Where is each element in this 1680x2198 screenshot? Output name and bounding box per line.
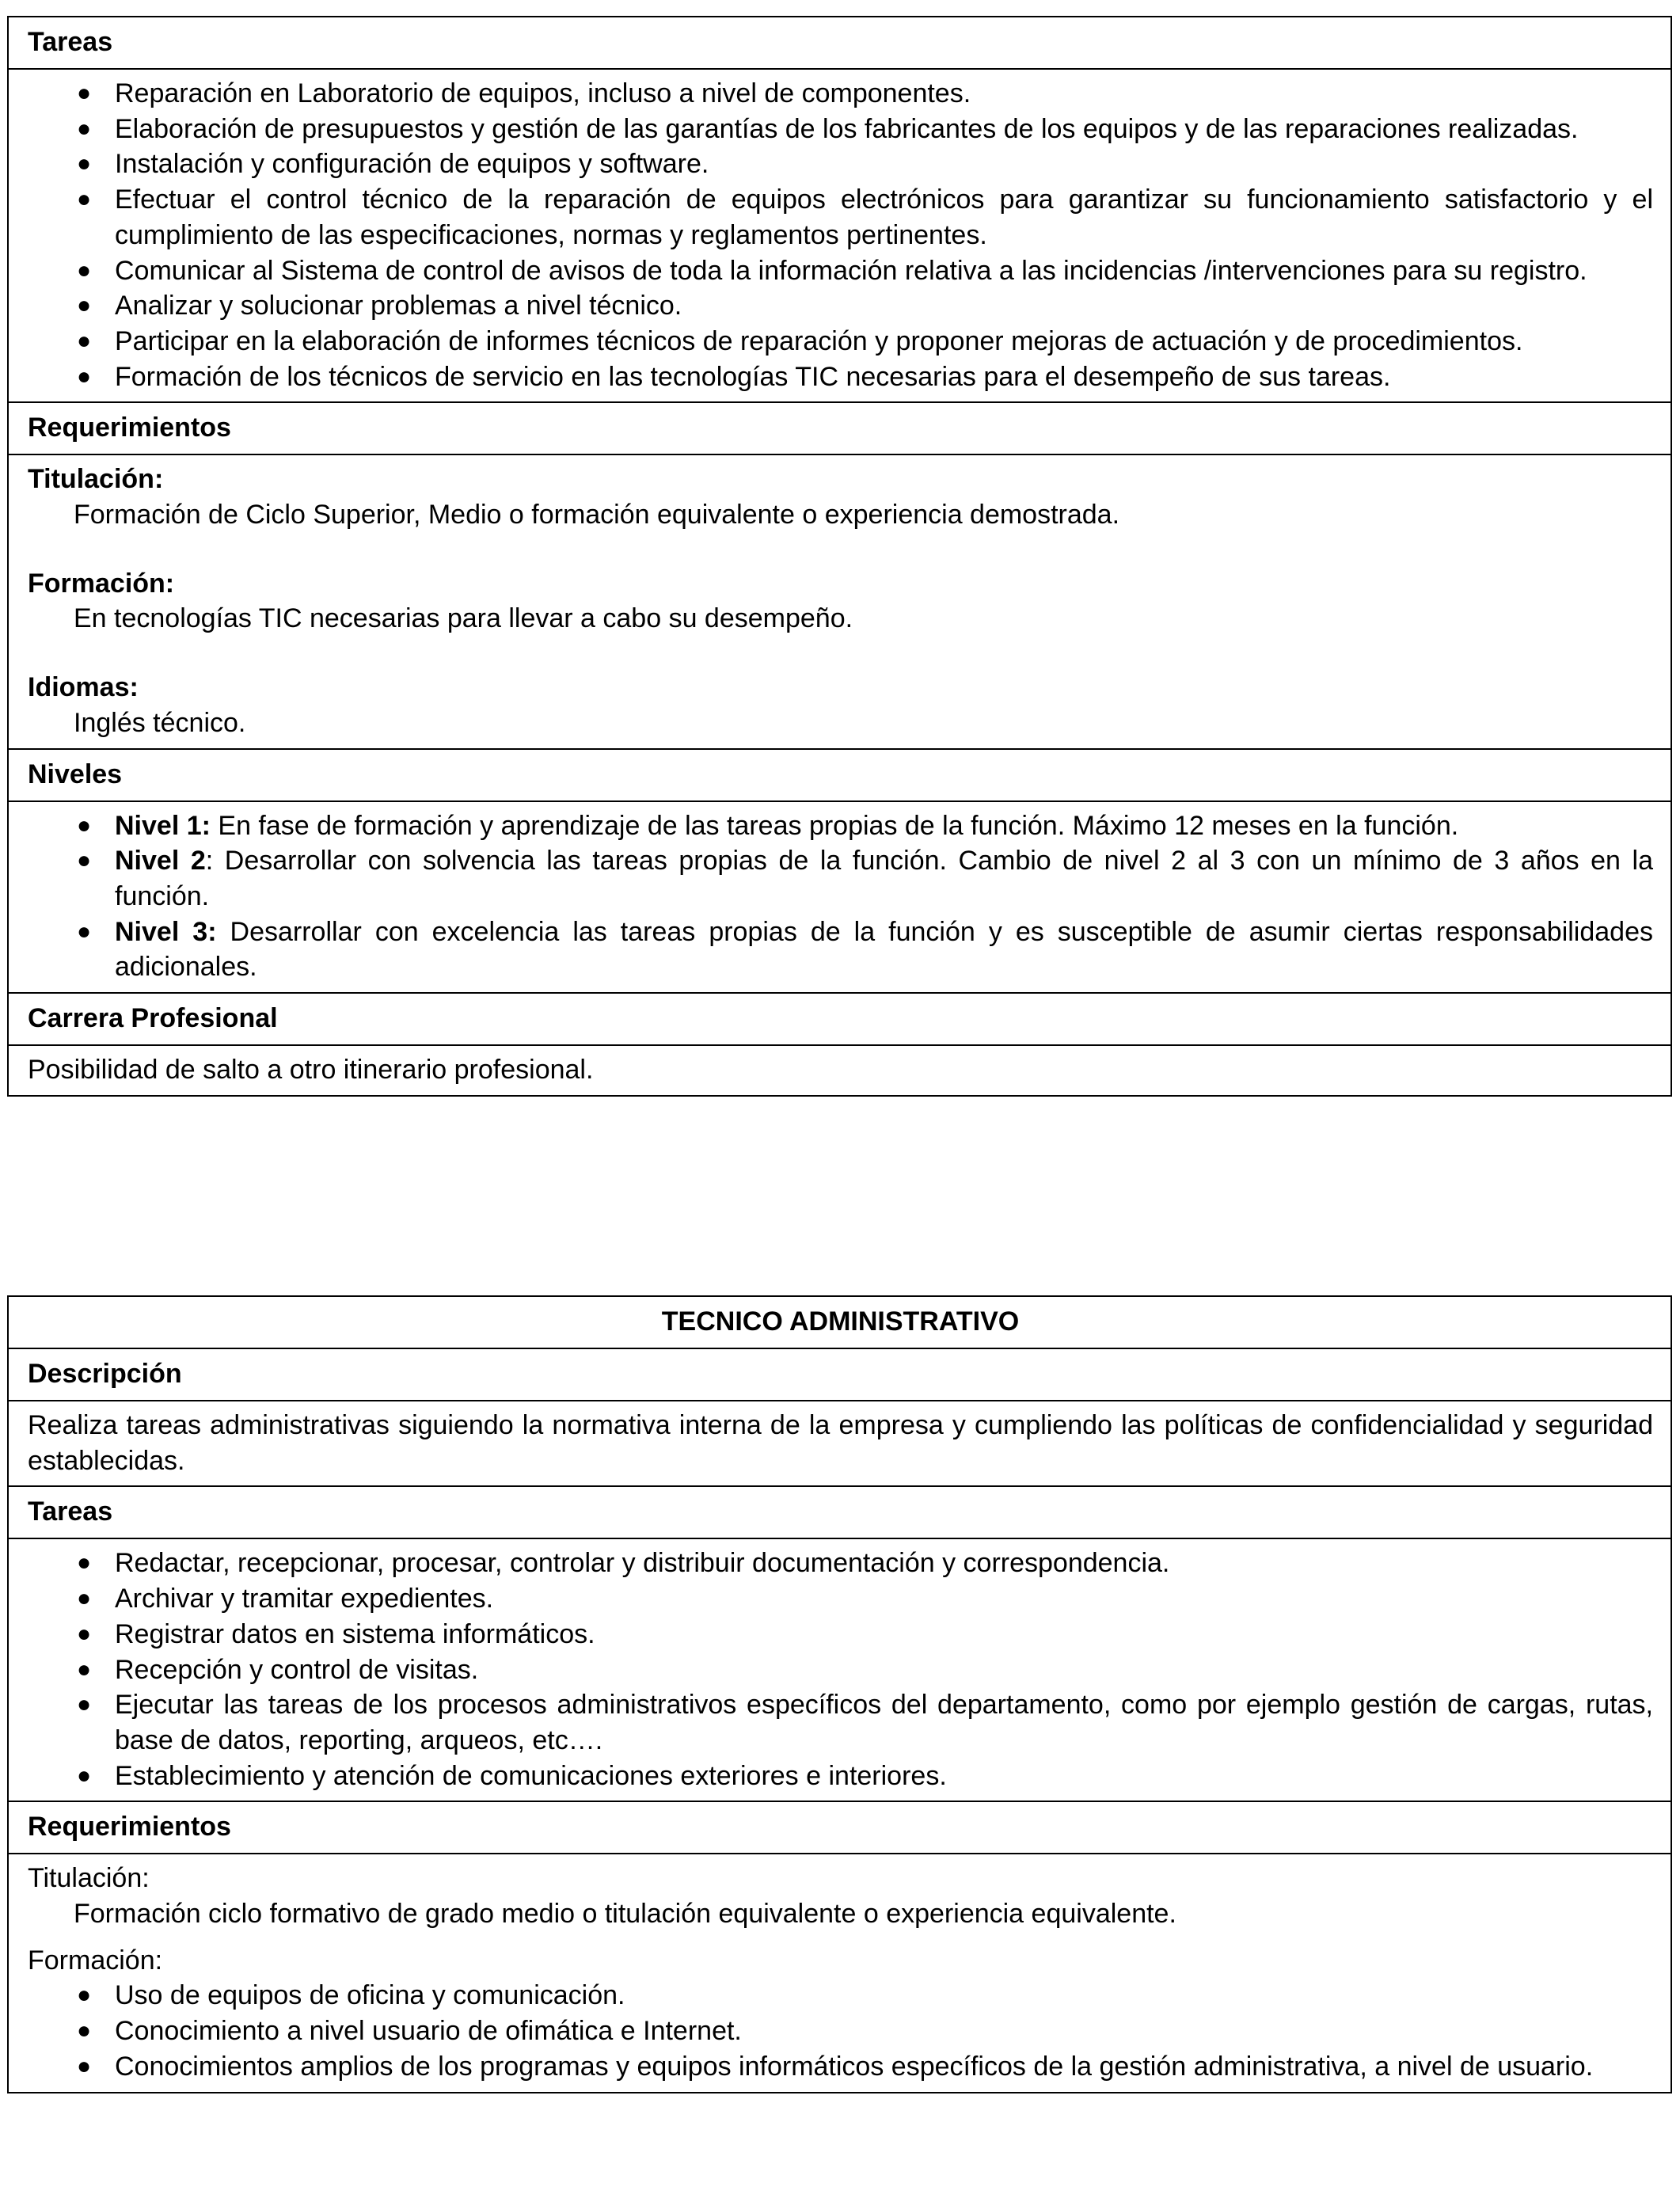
titulacion-label: Titulación: xyxy=(28,464,164,495)
bullet-icon: ● xyxy=(77,363,92,390)
section-header-descripcion: Descripción xyxy=(8,1348,1671,1401)
bullet-icon: ● xyxy=(77,327,92,354)
section-header-carrera: Carrera Profesional xyxy=(8,993,1671,1045)
list-item: ● Analizar y solucionar problemas a nivel técnico. xyxy=(28,288,1653,324)
section-body-descripcion: Realiza tareas administrativas siguiendo la normativa interna de la empresa y cumpliendo las políticas de confidencialidad y seguridad establecidas. xyxy=(8,1401,1671,1486)
titulacion-label-2: Titulación: xyxy=(28,1863,150,1894)
section-header-tareas: Tareas xyxy=(8,17,1671,69)
tareas-list xyxy=(28,76,1653,394)
bullet-icon: ● xyxy=(77,812,92,839)
list-item: ● Ejecutar las tareas de los procesos administrativos específicos del departamento, como por ejemplo gestión de cargas, rutas, base de datos, reporting, arqueos, etc…. xyxy=(28,1687,1653,1758)
bullet-icon: ● xyxy=(77,292,92,319)
section-header-requerimientos: Requerimientos xyxy=(8,402,1671,454)
bullet-icon: ● xyxy=(77,847,92,874)
list-item: ● Formación de los técnicos de servicio en las tecnologías TIC necesarias para el desempeño de sus tareas. xyxy=(28,359,1653,395)
list-item: ● Nivel 2: Desarrollar con solvencia las tareas propias de la función. Cambio de nivel 2 al 3 con un mínimo de 3 años en la función. xyxy=(28,843,1653,914)
bullet-icon: ● xyxy=(77,150,92,177)
formacion-label-2: Formación: xyxy=(28,1945,163,1976)
formacion-label: Formación: xyxy=(28,568,175,599)
formacion-list-2 xyxy=(28,1978,1653,2084)
list-item: ● Reparación en Laboratorio de equipos, incluso a nivel de componentes. xyxy=(28,76,1653,112)
job-title: TECNICO ADMINISTRATIVO xyxy=(8,1296,1671,1348)
list-item: ● Establecimiento y atención de comunicaciones exteriores e interiores. xyxy=(28,1759,1653,1794)
list-item: ● Redactar, recepcionar, procesar, controlar y distribuir documentación y correspondencia. xyxy=(28,1546,1653,1581)
formacion-text: En tecnologías TIC necesarias para llevar a cabo su desempeño. xyxy=(74,603,853,634)
bullet-icon: ● xyxy=(77,918,92,945)
list-item: ● Nivel 3: Desarrollar con excelencia las tareas propias de la función y es susceptible de asumir ciertas responsabilidades adicionales. xyxy=(28,915,1653,985)
list-item: ● Registrar datos en sistema informáticos. xyxy=(28,1617,1653,1652)
list-item: ● Comunicar al Sistema de control de avisos de toda la información relativa a las incidencias /intervenciones para su registro. xyxy=(28,253,1653,289)
bullet-icon: ● xyxy=(77,257,92,283)
titulacion-text-2: Formación ciclo formativo de grado medio o titulación equivalente o experiencia equivalente. xyxy=(74,1899,1176,1930)
section-header-tareas-2: Tareas xyxy=(8,1486,1671,1538)
bullet-icon: ● xyxy=(77,2017,92,2044)
list-item: ● Efectuar el control técnico de la reparación de equipos electrónicos para garantizar su funcionamiento satisfactorio y el cumplimiento de las especificaciones, normas y reglamentos pertinentes. xyxy=(28,182,1653,253)
bullet-icon: ● xyxy=(77,2052,92,2079)
section-body-carrera: Posibilidad de salto a otro itinerario profesional. xyxy=(8,1045,1671,1096)
niveles-list xyxy=(28,808,1653,986)
list-item: ● Recepción y control de visitas. xyxy=(28,1652,1653,1688)
list-item: ● Nivel 1: En fase de formación y aprendizaje de las tareas propias de la función. Máximo 12 meses en la función. xyxy=(28,808,1653,844)
bullet-icon: ● xyxy=(77,1656,92,1683)
list-item: ● Participar en la elaboración de informes técnicos de reparación y proponer mejoras de actuación y de procedimientos. xyxy=(28,324,1653,359)
section-body-requerimientos xyxy=(8,454,1671,748)
bullet-icon: ● xyxy=(77,186,92,213)
job-table-2 xyxy=(7,1295,1672,2093)
bullet-icon: ● xyxy=(77,115,92,142)
idiomas-text: Inglés técnico. xyxy=(74,707,246,738)
list-item: ● Uso de equipos de oficina y comunicación. xyxy=(28,1978,1653,2014)
bullet-icon: ● xyxy=(77,1982,92,2009)
list-item: ● Instalación y configuración de equipos y software. xyxy=(28,146,1653,182)
bullet-icon: ● xyxy=(77,1550,92,1576)
idiomas-label: Idiomas: xyxy=(28,672,139,703)
titulacion-text: Formación de Ciclo Superior, Medio o formación equivalente o experiencia demostrada. xyxy=(74,500,1120,530)
bullet-icon: ● xyxy=(77,1620,92,1647)
list-item: ● Conocimientos amplios de los programas y equipos informáticos específicos de la gestión administrativa, a nivel de usuario. xyxy=(28,2049,1653,2085)
job-table-1 xyxy=(7,16,1672,1097)
section-body-requerimientos-2 xyxy=(8,1854,1671,2092)
list-item: ● Elaboración de presupuestos y gestión de las garantías de los fabricantes de los equipos y de las reparaciones realizadas. xyxy=(28,112,1653,147)
list-item: ● Archivar y tramitar expedientes. xyxy=(28,1581,1653,1617)
section-body-tareas-2 xyxy=(8,1538,1671,1801)
section-header-niveles: Niveles xyxy=(8,749,1671,801)
list-item: ● Conocimiento a nivel usuario de ofimática e Internet. xyxy=(28,2014,1653,2049)
bullet-icon: ● xyxy=(77,80,92,106)
bullet-icon: ● xyxy=(77,1585,92,1612)
section-body-niveles xyxy=(8,801,1671,994)
tareas-list-2 xyxy=(28,1546,1653,1793)
bullet-icon: ● xyxy=(77,1762,92,1789)
section-body-tareas xyxy=(8,69,1671,402)
bullet-icon: ● xyxy=(77,1691,92,1718)
section-header-requerimientos-2: Requerimientos xyxy=(8,1801,1671,1854)
